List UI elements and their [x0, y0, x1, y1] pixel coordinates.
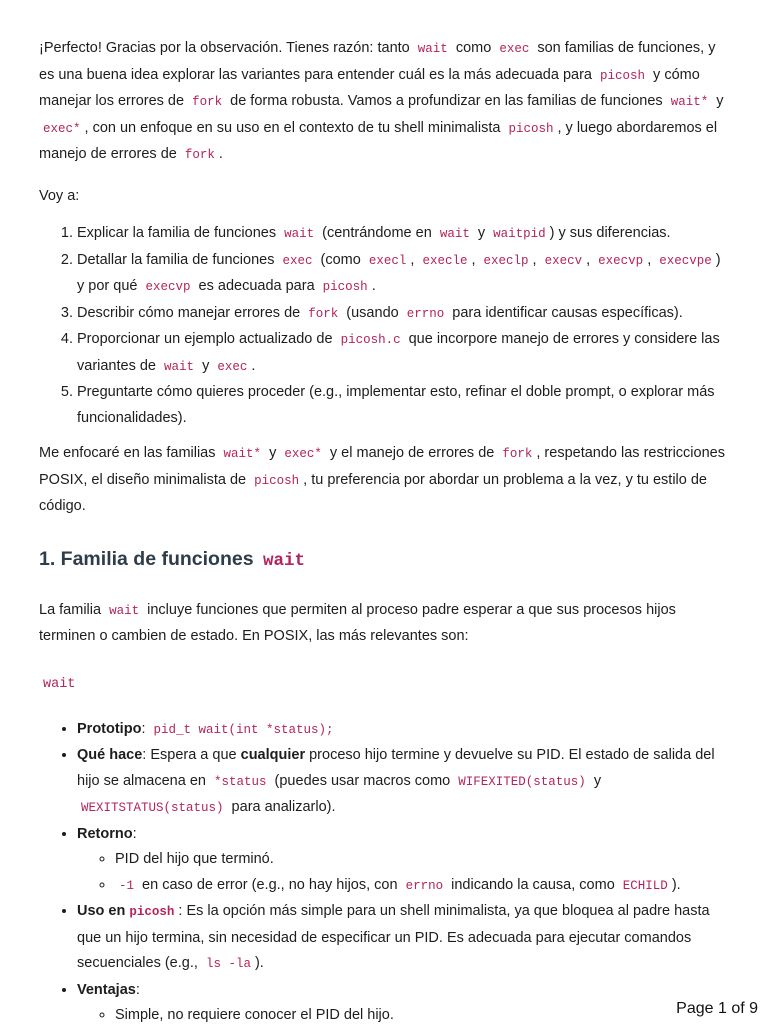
inline-code: wait* [670, 95, 709, 109]
bold-text: cualquier [240, 747, 306, 763]
text: : [132, 825, 137, 842]
subsection-heading [39, 670, 731, 697]
text: La familia [39, 601, 106, 618]
text: (puedes usar macros como [270, 772, 455, 789]
list-item-retorno [77, 822, 731, 900]
text: ). [671, 876, 681, 893]
inline-code: exec [217, 359, 248, 374]
text: , [586, 251, 595, 268]
inline-code: execlp [483, 253, 529, 268]
bold-label: Qué hace [77, 747, 143, 763]
inline-code: picosh [600, 68, 646, 83]
text: proceso hijo termine y devuelve su PID. El estado de salida del hijo se almacena en [77, 747, 715, 789]
text: Preguntarte cómo quieres proceder (e.g., implementar esto, refinar el doble prompt, o explorar más funcionalidades). [77, 384, 715, 426]
inline-code: wait [439, 227, 470, 241]
text: y cómo manejar los errores de [39, 66, 700, 109]
inline-code: wait [109, 603, 140, 618]
text: y [589, 772, 602, 789]
inline-code: execle [422, 253, 468, 268]
text: Describir cómo manejar errores de [77, 304, 305, 321]
text: y [265, 445, 281, 461]
heading-code: wait [262, 550, 305, 571]
inline-code: picosh [129, 905, 175, 919]
text: como [451, 40, 496, 56]
list-item [77, 380, 731, 431]
inline-code: execvpe [659, 253, 712, 268]
ventajas-sublist [77, 1003, 731, 1029]
text: y [198, 357, 214, 374]
inline-code: fork [308, 306, 339, 321]
section-heading [39, 544, 731, 576]
list-item [77, 221, 731, 248]
list-item [77, 301, 731, 328]
text: es adecuada para [194, 278, 319, 294]
text: (usando [342, 304, 403, 321]
steps-list [39, 221, 731, 431]
inline-code: fork [184, 148, 215, 162]
text: para identificar causas específicas). [448, 304, 683, 321]
text: son familias de funciones, y es una buena idea explorar las variantes para entender cuál es la más adecuada para [39, 40, 716, 83]
list-item-que-hace [77, 743, 731, 822]
inline-code: waitpid [493, 227, 546, 241]
wait-details-list [39, 717, 731, 1029]
inline-code: picosh.c [340, 333, 401, 347]
inline-code: wait [417, 42, 448, 56]
page-number: Page 1 of 9 [676, 1000, 758, 1017]
text: (centrándome en [318, 225, 436, 241]
subheading-code: wait [43, 676, 76, 692]
text: , [410, 251, 419, 268]
inline-code: execvp [598, 253, 644, 268]
inline-code: execv [544, 253, 583, 268]
text: Proporcionar un ejemplo actualizado de [77, 331, 337, 347]
inline-code: fork [502, 447, 533, 461]
heading-text: 1. Familia de funciones [39, 547, 259, 570]
inline-code: execl [368, 253, 407, 268]
text: para analizarlo). [227, 799, 336, 815]
text: indicando la causa, como [447, 876, 619, 893]
text: , [532, 251, 541, 268]
list-item-ventajas [77, 978, 731, 1029]
text: de forma robusta. Vamos a profundizar en las familias de funciones [226, 93, 667, 109]
text: en caso de error (e.g., no hay hijos, con [138, 876, 402, 893]
text: que incorpore manejo de errores y considere las variantes de [77, 331, 720, 374]
text: : [135, 981, 140, 998]
bold-label: Prototipo [77, 720, 142, 737]
text: , y luego abordaremos el manejo de errores de [39, 119, 718, 162]
list-item-prototipo [77, 717, 731, 744]
text: y [473, 225, 490, 241]
inline-code: WEXITSTATUS(status) [81, 801, 224, 815]
text: y el manejo de errores de [325, 445, 499, 461]
text: , tu preferencia por abordar un problema a la vez, y tu estilo de código. [39, 471, 707, 514]
text: . [371, 278, 376, 294]
text: ) y sus diferencias. [549, 225, 671, 241]
inline-code: ls -la [205, 957, 251, 971]
inline-code: *status [214, 774, 267, 789]
sublist-item [115, 873, 731, 900]
text: , [471, 251, 480, 268]
text: : [141, 720, 150, 737]
text: . [218, 146, 223, 162]
inline-code: wait* [223, 447, 262, 461]
document-page [39, 34, 731, 1029]
inline-code: pid_t wait(int *status); [153, 722, 334, 737]
bold-label: Retorno [77, 825, 133, 842]
text: incluye funciones que permiten al proceso padre esperar a que sus procesos hijos terminen o cambien de estado. En POSIX, las más relevantes son: [39, 601, 676, 644]
text: (como [316, 251, 365, 268]
text: Explicar la familia de funciones [77, 225, 281, 241]
text: . [251, 357, 256, 374]
text: ). [254, 955, 264, 971]
inline-code: picosh [508, 121, 554, 136]
list-item [77, 327, 731, 380]
text: ¡Perfecto! Gracias por la observación. Tienes razón: tanto [39, 40, 414, 56]
inline-code: ECHILD [622, 878, 668, 893]
inline-code: -1 [119, 878, 135, 893]
text: ) y por qué [77, 251, 721, 294]
bold-label: Ventajas [77, 981, 136, 998]
inline-code: errno [406, 306, 445, 321]
inline-code: errno [405, 878, 444, 893]
text: Detallar la familia de funciones [77, 251, 279, 268]
voy-paragraph: Voy a: [39, 187, 80, 204]
sublist-item: ◦ PID del hijo que terminó. [115, 847, 731, 873]
text: y [712, 93, 724, 109]
text: : Es la opción más simple para un shell minimalista, ya que bloquea al padre hasta que un hijo termina, sin necesidad de especificar un PID. Es adecuada para ejecutar comandos secuenciales (e.g., [77, 903, 710, 971]
inline-code: wait [284, 227, 315, 241]
inline-code: exec* [284, 447, 322, 461]
inline-code: wait [164, 359, 195, 374]
text: : Espera a que [142, 747, 241, 763]
text: , respetando las restricciones POSIX, el diseño minimalista de [39, 445, 725, 488]
inline-code: WIFEXITED(status) [458, 774, 586, 789]
bold-label: Uso en [77, 903, 130, 919]
retorno-sublist [77, 847, 731, 899]
focus-paragraph [39, 441, 731, 520]
list-item-uso [77, 899, 731, 978]
text: Me enfocaré en las familias [39, 445, 220, 461]
inline-code: picosh [322, 280, 368, 294]
list-item [77, 248, 731, 301]
inline-code: execvp [145, 280, 191, 294]
inline-code: picosh [254, 473, 300, 488]
text: , [647, 251, 656, 268]
inline-code: fork [192, 95, 223, 109]
inline-code: exec [282, 253, 313, 268]
text: , con un enfoque en su uso en el contexto de tu shell minimalista [84, 119, 505, 136]
sublist-item: ◦ Simple, no requiere conocer el PID del hijo. [115, 1003, 731, 1029]
intro-paragraph [39, 36, 731, 169]
section-intro-paragraph [39, 598, 731, 650]
inline-code: exec [499, 42, 530, 56]
inline-code: exec* [43, 121, 81, 136]
